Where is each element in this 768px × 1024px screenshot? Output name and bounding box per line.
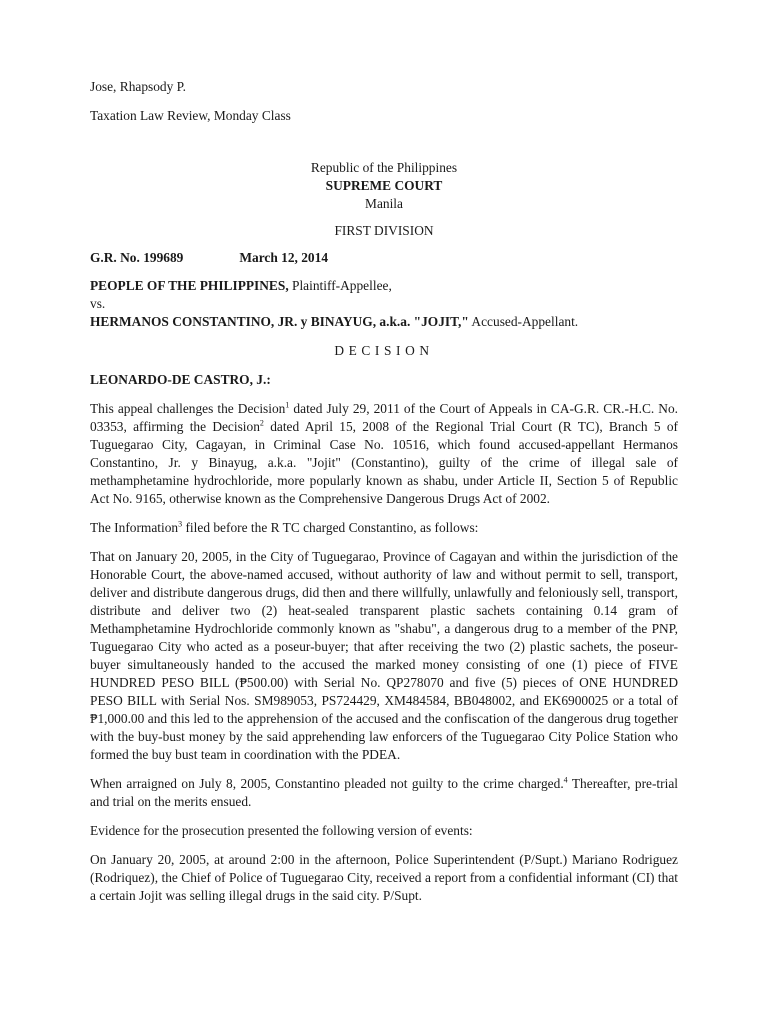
footnote-ref-2: 2 [259,418,264,428]
republic-line: Republic of the Philippines [310,160,458,175]
footnote-ref-1: 1 [285,400,290,410]
court-header [90,159,678,240]
class-name: Taxation Law Review, Monday Class [90,108,291,123]
case-parties [90,277,678,331]
paragraph-evidence-intro: Evidence for the prosecution presented the following version of events: [90,823,473,838]
court-name: SUPREME COURT [325,178,443,193]
footnote-ref-4: 4 [563,775,568,785]
author-name: Jose, Rhapsody P. [90,79,186,94]
paragraph-1: This appeal challenges the Decision$^1$ dated July 29, 2011 of the Court of Appeals in CA-G.R. CR.-H.C. No. 03353, affirming the Decision$^2$ dated April 15, 2008 of the Regional Trial Court (R TC), Branch 5 of Tuguegarao City, Cagayan, in Criminal Case No. 10516, which found accused-appellant Hermanos Constantino, Jr. y Binayug, a.k.a. "Jojit" (Constantino), guilty of the crime of illegal sale of methamphetamine hydrochloride, more popularly known as shabu, under Article II, Section 5 of Republic Act No. 9165, otherwise known as the Comprehensive Dangerous Drugs Act of 2002. [90,400,679,506]
versus-line: vs. [90,296,106,311]
case-number-line [90,249,678,267]
decision-heading: DECISION [334,343,434,358]
paragraph-events: On January 20, 2005, at around 2:00 in the afternoon, Police Superintendent (P/Supt.) Mariano Rodriguez (Rodriquez), the Chief of Police of Tuguegarao City, received a report from a confidential informant (CI) that a certain Jojit was selling illegal drugs in the said city. P/Supt. [90,852,678,903]
paragraph-arraignment: When arraigned on July 8, 2005, Constantino pleaded not guilty to the crime charged.$^4$ Thereafter, pre-trial and trial on the merits ensued. [90,775,678,809]
footnote-ref-3: 3 [178,519,183,529]
gr-number: G.R. No. 199689 [90,250,184,265]
division-name: FIRST DIVISION [334,223,434,238]
paragraph-2: The Information$^3$ filed before the R TC charged Constantino, as follows: [90,519,479,535]
ponente: LEONARDO-DE CASTRO, J.: [90,372,271,387]
document-page [90,78,678,905]
paragraph-information: That on January 20, 2005, in the City of Tuguegarao, Province of Cagayan and within the jurisdiction of the Honorable Court, the above-named accused, without authority of law and without permit to sell, transport, deliver and distribute dangerous drugs, did then and there willfully, unlawfully and feloniously sell, transport, distribute and deliver two (2) heat-sealed transparent plastic sachets containing 0.14 gram of Methamphetamine Hydrochloride commonly known as "shabu", a dangerous drug to a member of the PNP, Tuguegarao City who acted as a poseur-buyer; that after receiving the two (2) plastic sachets, the poseur-buyer simultaneously handed to the accused the marked money consisting of one (1) piece of FIVE HUNDRED PESO BILL (₱500.00) with Serial No. QP278070 and five (5) pieces of ONE HUNDRED PESO BILL with Serial Nos. SM989053, PS724429, XM484584, BB048002, and EK6900025 or a total of ₱1,000.00 and this led to the apprehension of the accused and the confiscation of the dangerous drug together with the buy-bust money by the said apprehending law enforcers of the Tuguegarao City Police Station who formed the buy bust team in coordination with the PDEA. [90,549,678,762]
plaintiff-line: PEOPLE OF THE PHILIPPINES, Plaintiff-Appellee, [90,278,392,293]
court-city: Manila [365,196,403,211]
decision-date: March 12, 2014 [239,250,329,265]
accused-line: HERMANOS CONSTANTINO, JR. y BINAYUG, a.k.a. "JOJIT," Accused-Appellant. [90,314,579,329]
